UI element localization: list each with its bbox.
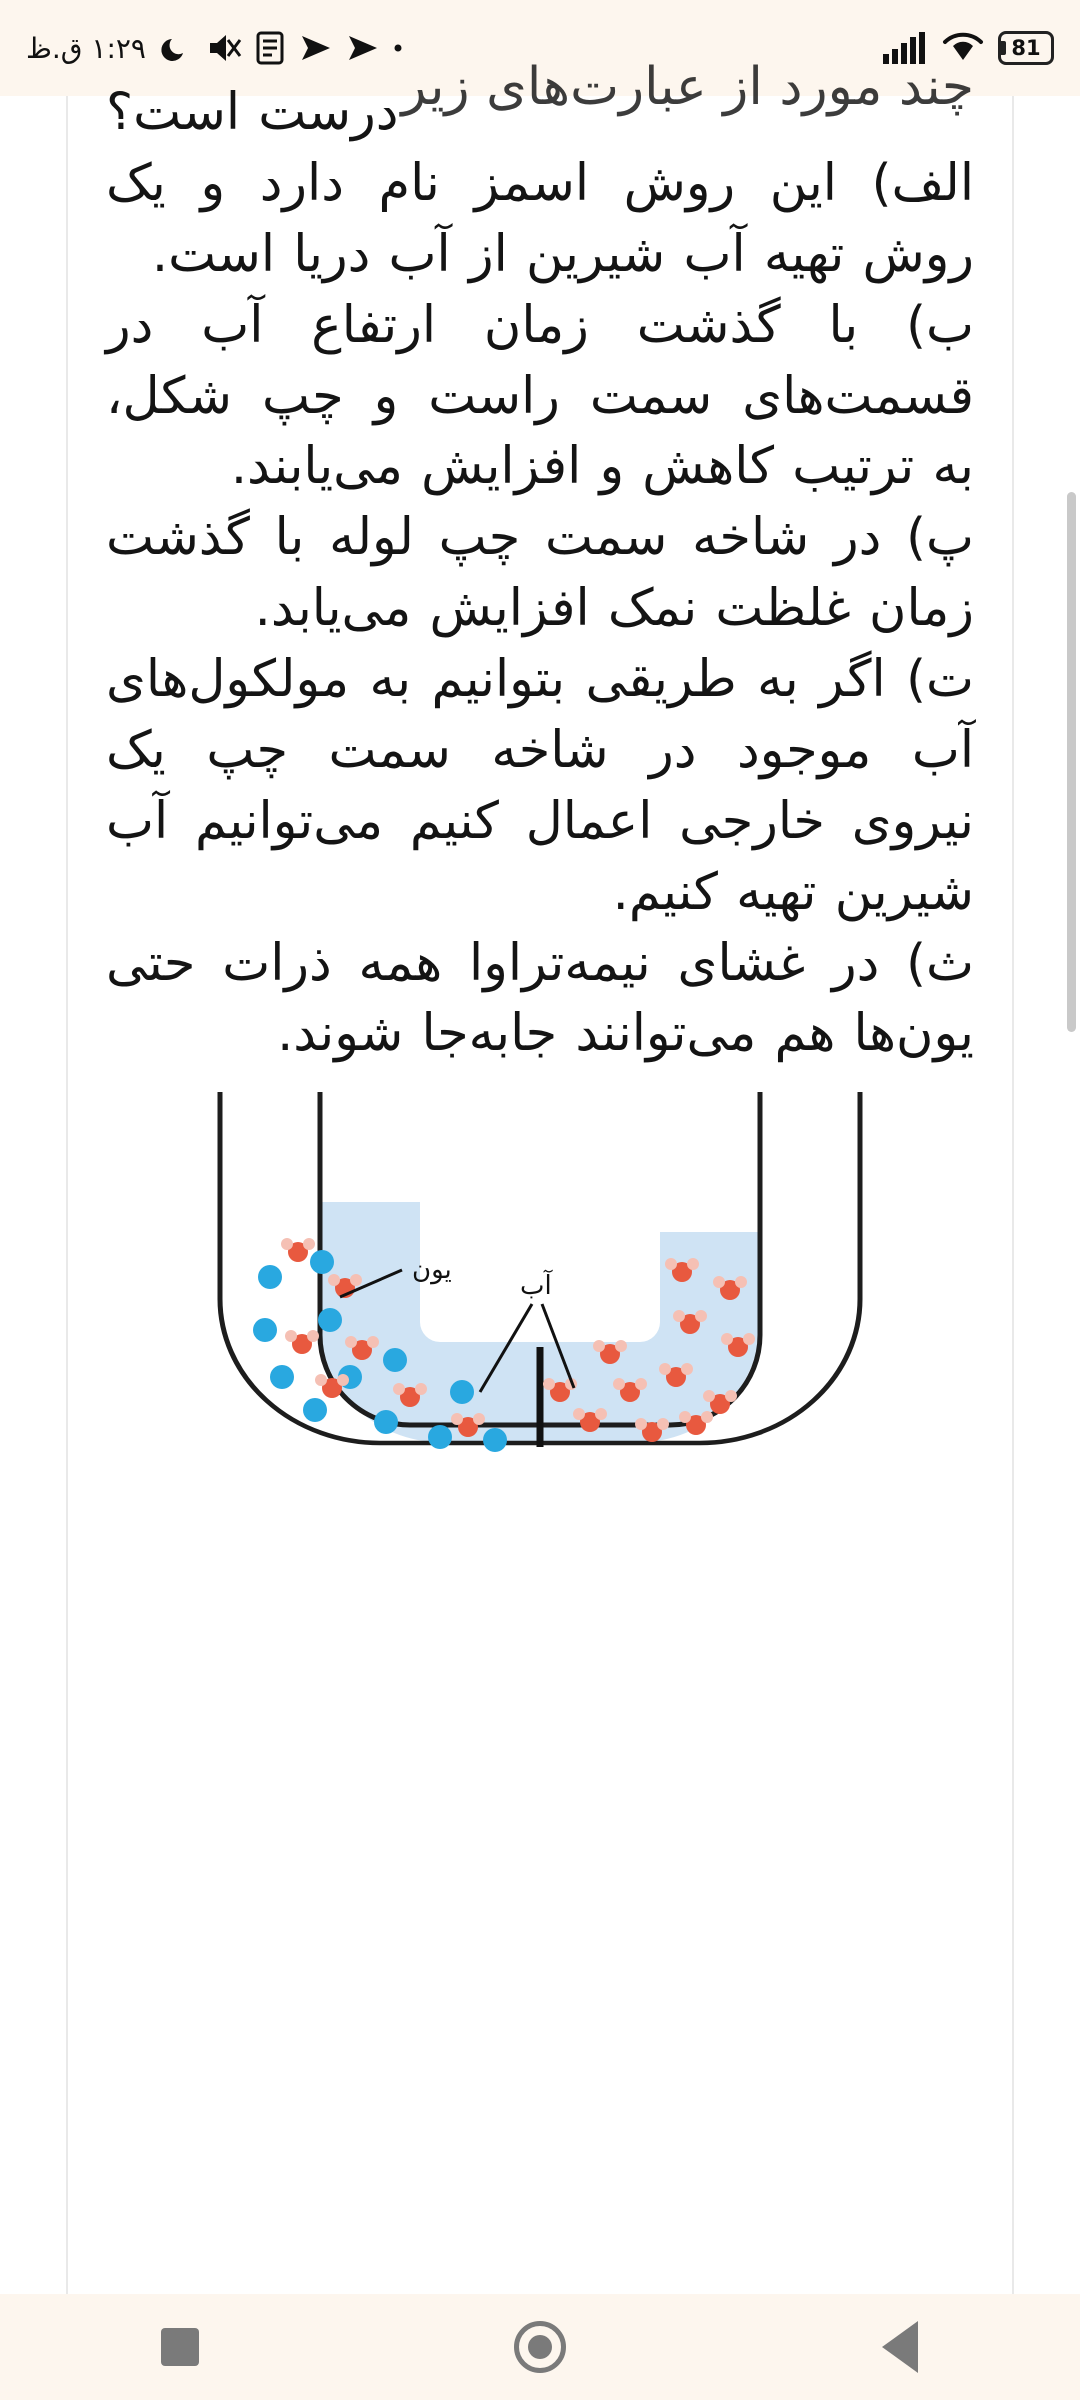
circle-icon <box>514 2321 566 2373</box>
recents-button[interactable] <box>120 2294 240 2400</box>
paragraph-question: درست است؟ <box>106 83 399 142</box>
paragraph-option-alef: الف) این روش اسمز نام دارد و یک روش تهیه آب شیرین از آب دریا است. <box>106 153 974 284</box>
paragraph-option-pe: پ) در شاخه سمت چپ لوله با گذشت زمان غلظت نمک افزایش می‌یابد. <box>106 508 974 639</box>
circle-icon-inner <box>528 2335 552 2359</box>
document-content <box>68 50 1012 1462</box>
square-icon <box>161 2328 199 2366</box>
paragraph-option-se: ث) در غشای نیمه‌تراوا همه ذرات حتی یون‌ها هم می‌توانند جابه‌جا شوند. <box>106 933 974 1064</box>
document-viewer[interactable] <box>0 57 1080 2294</box>
osmosis-u-tube-diagram <box>106 1092 974 1462</box>
figure-label-ion: یون <box>412 1255 452 1286</box>
system-navigation-bar <box>0 2294 1080 2400</box>
paragraph-option-te: ت) اگر به طریقی بتوانیم به مولکول‌های آب موجود در شاخه سمت چپ یک نیروی خارجی اعمال کنیم می‌توانیم آب شیرین تهیه کنیم. <box>106 650 974 922</box>
battery-level-label: 81 <box>998 31 1054 65</box>
clipped-top-line: چند مورد از عبارت‌های زیر <box>401 57 974 117</box>
paragraph-option-be: ب) با گذشت زمان ارتفاع آب در قسمت‌های سمت راست و چپ شکل، به ترتیب کاهش و افزایش می‌یابند. <box>106 295 974 497</box>
status-bar-clock: ۱:۲۹ ق.ظ <box>26 31 146 65</box>
figure-svg <box>190 1092 890 1462</box>
document-page <box>66 57 1014 2294</box>
vertical-scrollbar[interactable] <box>1066 192 1076 2390</box>
back-button[interactable] <box>840 2294 960 2400</box>
scrollbar-thumb[interactable] <box>1067 492 1076 1032</box>
home-button[interactable] <box>480 2294 600 2400</box>
triangle-back-icon <box>882 2321 918 2373</box>
figure-label-water: آب <box>520 1271 552 1302</box>
